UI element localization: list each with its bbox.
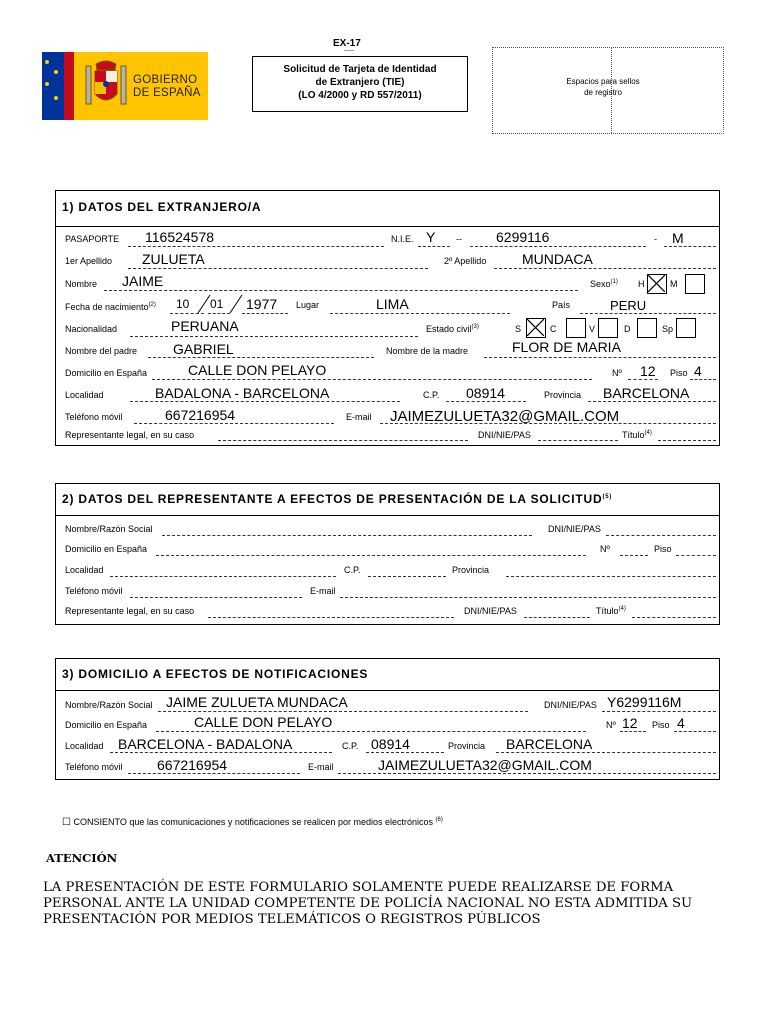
label-sexo-h: H [638, 279, 645, 289]
field-s3-provincia[interactable]: BARCELONA [506, 736, 593, 752]
checkbox-estado-s[interactable] [526, 318, 546, 338]
checkbox-estado-c[interactable] [566, 318, 586, 338]
label-s3-nombre: Nombre/Razón Social [65, 700, 153, 710]
label-s2-email: E-mail [310, 586, 336, 596]
field-apellido1[interactable]: ZULUETA [142, 251, 205, 267]
label-s2-telefono: Teléfono móvil [65, 586, 123, 596]
label-sexo: Sexo$^{(1)}$ [590, 279, 618, 289]
field-nombre[interactable]: JAIME [122, 273, 164, 289]
field-s3-cp[interactable]: 08914 [371, 736, 410, 752]
logo-text-line2: DE ESPAÑA [133, 87, 201, 99]
label-s3-piso: Piso [652, 720, 670, 730]
notice-body [43, 880, 692, 928]
label-s2-num: Nº [600, 544, 610, 554]
label-estado-sp: Sp [662, 324, 674, 334]
label-num: Nº [612, 368, 622, 378]
field-nie-number[interactable]: 6299116 [496, 229, 550, 245]
field-s3-nombre[interactable]: JAIME ZULUETA MUNDACA [166, 694, 348, 710]
label-representante: Representante legal, en su caso [65, 430, 195, 440]
field-pasaporte[interactable]: 116524578 [145, 229, 215, 245]
field-domicilio[interactable]: CALLE DON PELAYO [188, 362, 327, 378]
field-mes[interactable]: 01 [210, 297, 224, 311]
section-1-title: 1) DATOS DEL EXTRANJERO/A [62, 200, 262, 214]
notice-line: LA PRESENTACIÓN DE ESTE FORMULARIO SOLAMENTE PUEDE REALIZARSE DE FORMA [43, 880, 674, 895]
field-anio[interactable]: 1977 [246, 296, 278, 312]
field-provincia[interactable]: BARCELONA [603, 385, 690, 401]
registry-stamp-area [492, 47, 724, 134]
field-email[interactable]: JAIMEZULUETA32@GMAIL.COM [390, 408, 620, 425]
label-nie-dot: - [654, 234, 657, 244]
label-email: E-mail [346, 412, 372, 422]
field-localidad[interactable]: BADALONA - BARCELONA [155, 385, 330, 401]
checked-x-icon [527, 319, 544, 336]
field-madre[interactable]: FLOR DE MARIA [512, 339, 621, 355]
field-nacionalidad[interactable]: PERUANA [171, 318, 239, 334]
form-title-line: (LO 4/2000 y RD 557/2011) [298, 90, 422, 101]
label-s3-localidad: Localidad [65, 741, 104, 751]
label-s2-representante: Representante legal, en su caso [65, 606, 195, 616]
coat-of-arms-icon [82, 58, 130, 114]
field-apellido2[interactable]: MUNDACA [522, 251, 593, 267]
label-s2-cp: C.P. [344, 565, 361, 575]
field-s3-telefono[interactable]: 667216954 [157, 757, 228, 773]
label-provincia: Provincia [544, 390, 582, 400]
label-apellido1: 1er Apellido [65, 256, 113, 266]
label-s3-dni: DNI/NIE/PAS [544, 700, 597, 710]
field-s3-localidad[interactable]: BARCELONA - BADALONA [118, 736, 293, 752]
field-nie-final[interactable]: M [672, 230, 684, 246]
label-padre: Nombre del padre [65, 346, 138, 356]
label-s2-domicilio: Domicilio en España [65, 544, 148, 554]
checked-x-icon [648, 275, 665, 292]
notice-line: PERSONAL ANTE LA UNIDAD COMPETENTE DE POLICÍA NACIONAL NO ESTA ADMITIDA SU [43, 896, 693, 911]
label-s3-email: E-mail [308, 762, 334, 772]
label-fecha-nacimiento: Fecha de nacimiento$^{(2)}$ [65, 302, 156, 312]
field-s3-dni[interactable]: Y6299116M [607, 694, 682, 710]
logo-text-line1: GOBIERNO [133, 74, 198, 86]
field-nie-letter[interactable]: Y [426, 229, 436, 245]
label-estado-c: C [550, 324, 557, 334]
label-sexo-m: M [670, 279, 678, 289]
label-pais: País [552, 300, 571, 310]
notice-line: PRESENTACIÓN POR MEDIOS TELEMÁTICOS O REGISTROS PÚBLICOS [43, 912, 541, 927]
form-code: EX-17 [333, 38, 361, 49]
field-s3-domicilio[interactable]: CALLE DON PELAYO [194, 714, 333, 730]
label-s2-piso: Piso [654, 544, 672, 554]
consent-line: ☐ CONSIENTO que las comunicaciones y notificaciones se realicen por medios electrónicos $^{(6)}$ [62, 817, 443, 828]
checkbox-sexo-m[interactable] [685, 274, 705, 294]
form-title-line: Solicitud de Tarjeta de Identidad [283, 64, 437, 75]
field-dia[interactable]: 10 [176, 297, 190, 311]
label-dni-representante: DNI/NIE/PAS [478, 430, 531, 440]
label-nie-separator: -- [456, 234, 462, 244]
label-titulo: Título$^{(4)}$ [622, 430, 652, 440]
field-piso[interactable]: 4 [694, 363, 702, 379]
label-s2-dni: DNI/NIE/PAS [548, 524, 601, 534]
checkbox-estado-d[interactable] [637, 318, 657, 338]
label-estado-v: V [589, 324, 596, 334]
consent-text: que las comunicaciones y notificaciones se realicen por medios electrónicos [126, 817, 433, 827]
section-3-title: 3) DOMICILIO A EFECTOS DE NOTIFICACIONES [62, 667, 369, 681]
field-s3-piso[interactable]: 4 [677, 715, 685, 731]
label-domicilio: Domicilio en España [65, 368, 148, 378]
form-title-line: de Extranjero (TIE) [315, 77, 405, 88]
label-madre: Nombre de la madre [386, 346, 469, 356]
label-nombre: Nombre [65, 279, 98, 289]
consent-checkbox[interactable]: ☐ [62, 817, 71, 828]
label-s2-titulo: Título$^{(4)}$ [596, 606, 626, 616]
label-pasaporte: PASAPORTE [65, 234, 120, 244]
field-padre[interactable]: GABRIEL [173, 341, 234, 357]
label-localidad: Localidad [65, 390, 104, 400]
label-estado-d: D [624, 324, 631, 334]
label-s3-cp: C.P. [342, 741, 359, 751]
field-lugar[interactable]: LIMA [376, 296, 409, 312]
label-s2-localidad: Localidad [65, 565, 104, 575]
label-estado-civil: Estado civil$^{(3)}$ [426, 324, 479, 334]
label-piso: Piso [670, 368, 688, 378]
gobierno-logo [42, 52, 208, 120]
checkbox-sexo-h[interactable] [647, 274, 667, 294]
date-slash-icon [228, 294, 244, 314]
label-s3-telefono: Teléfono móvil [65, 762, 123, 772]
label-cp: C.P. [423, 390, 440, 400]
section-2-title: 2) DATOS DEL REPRESENTANTE A EFECTOS DE PRESENTACIÓN DE LA SOLICITUD$^{(5)}$ [62, 492, 613, 506]
field-telefono[interactable]: 667216954 [165, 407, 236, 423]
field-cp[interactable]: 08914 [466, 385, 505, 401]
label-s2-dni2: DNI/NIE/PAS [464, 606, 517, 616]
label-telefono: Teléfono móvil [65, 412, 123, 422]
label-lugar: Lugar [296, 300, 320, 310]
field-s3-num[interactable]: 12 [622, 715, 638, 731]
label-nacionalidad: Nacionalidad [65, 324, 118, 334]
field-pais[interactable]: PERU [610, 298, 647, 313]
label-s3-num: Nº [606, 720, 616, 730]
label-nie: N.I.E. [391, 234, 414, 244]
consent-bold: CONSIENTO [73, 817, 127, 827]
field-num[interactable]: 12 [640, 363, 656, 379]
checkbox-estado-sp[interactable] [676, 318, 696, 338]
checkbox-estado-v[interactable] [598, 318, 618, 338]
label-s2-nombre: Nombre/Razón Social [65, 524, 153, 534]
stamp-label: de registro [584, 88, 622, 97]
form-title-box [252, 56, 468, 112]
label-s3-domicilio: Domicilio en España [65, 720, 148, 730]
label-estado-s: S [515, 324, 522, 334]
stamp-label: Espacios para sellos [566, 77, 640, 86]
label-s2-provincia: Provincia [452, 565, 490, 575]
label-apellido2: 2º Apellido [444, 256, 487, 266]
field-s3-email[interactable]: JAIMEZULUETA32@GMAIL.COM [378, 757, 592, 773]
label-s3-provincia: Provincia [448, 741, 486, 751]
notice-heading: ATENCIÓN [46, 851, 118, 865]
